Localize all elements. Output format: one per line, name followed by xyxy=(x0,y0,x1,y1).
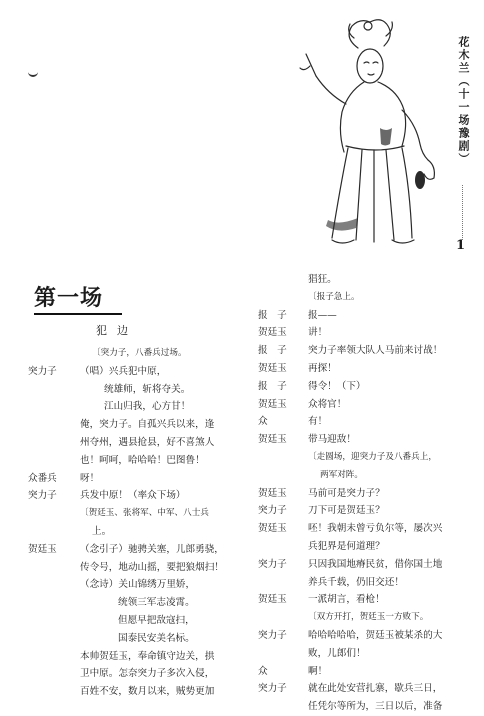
speaker-name xyxy=(28,648,80,666)
script-line xyxy=(28,505,250,523)
script-line xyxy=(258,324,472,342)
speaker-name xyxy=(28,398,80,416)
line-text: （唱）兴兵犯中原， xyxy=(80,365,167,377)
speaker-name xyxy=(258,574,308,592)
speaker-name xyxy=(28,416,80,434)
speaker-name xyxy=(28,505,80,523)
line-text: 但愿早把敌寇扫， xyxy=(118,614,195,626)
line-text: 啊！ xyxy=(308,665,328,677)
line-text: 州夺州，遇县抢县，好不喜煞人 xyxy=(80,436,215,448)
opera-performer-illustration xyxy=(288,8,448,258)
script-line xyxy=(258,378,472,396)
script-line xyxy=(28,363,250,381)
stage-direction: 两军对阵。 xyxy=(320,469,363,480)
speaker-name: 突力子 xyxy=(258,683,287,695)
line-text: 统雄师，斩将夺关。 xyxy=(104,383,191,395)
speaker-name xyxy=(28,665,80,683)
speaker-name: 突力子 xyxy=(258,558,287,570)
script-line xyxy=(258,502,472,520)
line-text: （念诗）关山锦绣万里娇， xyxy=(80,579,196,591)
line-text: 呸！我朝未曾亏负尔等，屡次兴 xyxy=(308,523,443,535)
script-line xyxy=(28,452,250,470)
script-line xyxy=(28,381,250,399)
speaker-name: 突力子 xyxy=(258,505,287,517)
script-line xyxy=(28,648,250,666)
script-line xyxy=(28,487,250,505)
speaker-name: 贺廷玉 xyxy=(258,594,287,606)
stage-direction: 〔突力子，八番兵过场。 xyxy=(92,348,187,358)
script-line xyxy=(258,663,472,681)
stray-mark xyxy=(28,72,38,77)
line-text: 百姓不安，数月以来，贼势更加 xyxy=(80,686,215,698)
speaker-name xyxy=(28,683,80,701)
speaker-name xyxy=(258,645,308,663)
script-line xyxy=(258,591,472,609)
line-text: 带马迎敌！ xyxy=(308,434,356,446)
script-line xyxy=(258,342,472,360)
line-text: 败，儿郎们！ xyxy=(308,647,366,659)
script-line xyxy=(28,470,250,488)
line-text: 俺，突力子。自孤兴兵以来，逢 xyxy=(80,419,215,431)
script-line xyxy=(258,431,472,449)
line-text: 统领三军志凌霄。 xyxy=(118,597,195,609)
line-text: 一派胡言，看枪！ xyxy=(308,594,385,606)
line-text: 上。 xyxy=(92,525,112,537)
speaker-name: 贺廷玉 xyxy=(258,434,287,446)
scene-title-underline xyxy=(34,313,122,315)
script-line xyxy=(258,680,472,698)
script-line xyxy=(258,609,472,627)
left-text-column xyxy=(28,345,250,701)
performer-sketch-svg xyxy=(288,8,448,258)
line-text: 得令！（下） xyxy=(308,380,366,392)
line-text: 有！ xyxy=(308,416,328,428)
script-line xyxy=(258,271,472,289)
script-line xyxy=(258,360,472,378)
speaker-name: 贺廷玉 xyxy=(258,327,287,339)
script-line xyxy=(28,576,250,594)
script-line xyxy=(258,307,472,325)
speaker-name: 贺廷玉 xyxy=(258,398,287,410)
line-text: 就在此处安营扎寨，歇兵三日， xyxy=(308,683,443,695)
script-line xyxy=(28,559,250,577)
line-text: 哈哈哈哈哈，贺廷玉被某杀的大 xyxy=(308,629,443,641)
speaker-name xyxy=(28,559,80,577)
line-text: 江山归我，心方甘！ xyxy=(104,401,191,413)
script-line xyxy=(258,520,472,538)
running-title-rule xyxy=(462,185,463,240)
line-text: 马前可是突力子？ xyxy=(308,487,385,499)
speaker-name: 突力子 xyxy=(258,629,287,641)
script-line xyxy=(258,574,472,592)
script-line xyxy=(28,523,250,541)
speaker-name xyxy=(258,449,308,467)
line-text: 呀！ xyxy=(80,472,100,484)
speaker-name xyxy=(28,434,80,452)
speaker-name xyxy=(28,452,80,470)
script-line xyxy=(28,345,250,363)
speaker-name: 报 子 xyxy=(258,309,287,321)
line-text: 众将官！ xyxy=(308,398,347,410)
speaker-name: 突力子 xyxy=(28,490,57,502)
line-text: 突力子率领大队人马前来讨战！ xyxy=(308,345,443,357)
running-title: 花木兰（十一场豫剧） xyxy=(457,36,470,166)
speaker-name xyxy=(28,523,80,541)
script-line xyxy=(28,398,250,416)
script-line xyxy=(28,630,250,648)
speaker-name: 贺廷玉 xyxy=(258,362,287,374)
line-text: 本帅贺廷玉，奉命镇守边关，拱 xyxy=(80,650,215,662)
script-line xyxy=(28,612,250,630)
speaker-name xyxy=(28,594,80,612)
script-line xyxy=(28,594,250,612)
script-line xyxy=(258,627,472,645)
script-line xyxy=(258,538,472,556)
script-line xyxy=(258,413,472,431)
speaker-name: 贺廷玉 xyxy=(28,543,57,555)
stage-direction: 〔贺廷玉、张将军、中军、八士兵 xyxy=(80,508,209,519)
line-text: （念引子）驰骋关塞，儿郎勇骁， xyxy=(80,543,224,555)
speaker-name: 报 子 xyxy=(258,345,287,357)
page-number: 1 xyxy=(456,238,466,253)
speaker-name: 众 xyxy=(258,665,268,677)
stage-direction: 〔走圆场，迎突力子及八番兵上， xyxy=(308,451,437,462)
script-line xyxy=(258,698,472,716)
speaker-name: 突力子 xyxy=(28,365,57,377)
speaker-name xyxy=(258,538,308,556)
speaker-name xyxy=(258,609,308,627)
right-text-column xyxy=(258,271,472,716)
stage-direction: 〔报子急上。 xyxy=(308,291,360,302)
line-text: 传令号，地动山摇，要把狼烟扫！ xyxy=(80,561,224,573)
script-line xyxy=(258,289,472,307)
speaker-name xyxy=(28,576,80,594)
speaker-name xyxy=(28,630,80,648)
speaker-name: 贺廷玉 xyxy=(258,523,287,535)
line-text: 讲！ xyxy=(308,327,328,339)
script-line xyxy=(258,449,472,467)
line-text: 报—— xyxy=(308,309,337,321)
speaker-name: 众番兵 xyxy=(28,472,57,484)
line-text: 刀下可是贺廷玉？ xyxy=(308,505,385,517)
line-text: 任凭尔等所为，三日以后，准备 xyxy=(308,701,443,713)
speaker-name xyxy=(258,271,308,289)
speaker-name xyxy=(28,381,80,399)
speaker-name: 贺廷玉 xyxy=(258,487,287,499)
scene-subtitle: 犯边 xyxy=(96,324,138,337)
scene-title: 第一场 xyxy=(34,285,104,311)
script-line xyxy=(258,467,472,485)
line-text: 兵犯界是何道理？ xyxy=(308,540,385,552)
speaker-name xyxy=(28,345,80,363)
speaker-name xyxy=(258,289,308,307)
line-text: 兵发中原！（率众下场） xyxy=(80,490,186,502)
speaker-name: 众 xyxy=(258,416,268,428)
speaker-name: 报 子 xyxy=(258,380,287,392)
stage-direction: 〔双方开打，贺廷玉一方败下。 xyxy=(308,612,429,623)
script-line xyxy=(28,416,250,434)
line-text: 也！呵呵，哈哈哈！巴图鲁！ xyxy=(80,454,205,466)
speaker-name xyxy=(28,612,80,630)
line-text: 猖狂。 xyxy=(308,274,337,285)
speaker-name xyxy=(258,698,308,716)
script-line xyxy=(28,434,250,452)
line-text: 卫中原。怎奈突力子多次入侵， xyxy=(80,668,215,680)
script-line xyxy=(28,541,250,559)
script-line xyxy=(28,665,250,683)
line-text: 再探！ xyxy=(308,362,337,374)
line-text: 养兵千载，仍旧交还！ xyxy=(308,576,404,588)
script-line xyxy=(258,645,472,663)
script-line xyxy=(258,396,472,414)
line-text: 只因我国地瘠民贫，借你国土地 xyxy=(308,558,443,570)
script-line xyxy=(258,556,472,574)
line-text: 国泰民安美名标。 xyxy=(118,632,195,644)
script-line xyxy=(258,485,472,503)
script-line xyxy=(28,683,250,701)
speaker-name xyxy=(258,467,308,485)
